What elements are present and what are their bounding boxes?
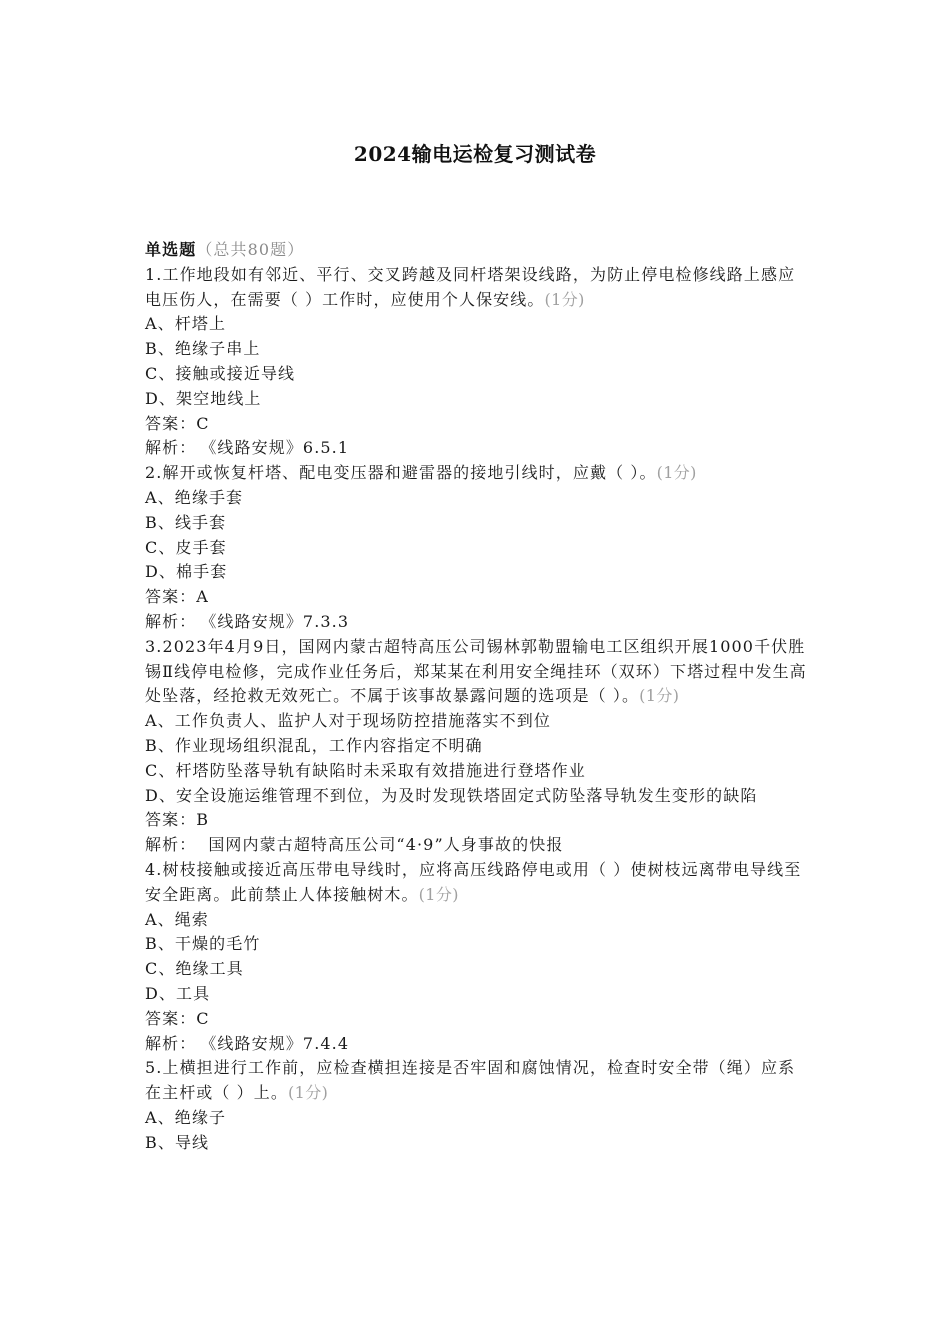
option-b: B、作业现场组织混乱，工作内容指定不明确 [145,735,483,755]
analysis [145,833,810,858]
option-d: D、棉手套 [145,562,228,582]
analysis [145,1032,810,1057]
analysis-label: 解析： [145,611,197,631]
option-b: B、绝缘子串上 [145,339,261,359]
option-a: A、绝缘子 [145,1107,227,1127]
option-c: C、杆塔防坠落导轨有缺陷时未采取有效措施进行登塔作业 [145,760,586,780]
analysis-label: 解析： [145,438,197,458]
answer: 答案：B [145,810,210,830]
option-a: A、绝缘手套 [145,487,244,507]
question-stem: 1.工作地段如有邻近、平行、交叉跨越及同杆塔架设线路，为防止停电检修线路上感应电压伤人，在需要（ ）工作时，应使用个人保安线。(1分) [145,264,796,309]
question-stem: 4.树枝接触或接近高压带电导线时，应将高压线路停电或用（ ）使树枝远离带电导线至安全距离。此前禁止人体接触树木。(1分) [145,859,802,904]
option-b: B、干燥的毛竹 [145,934,261,954]
answer: 答案：A [145,587,209,607]
question-score: (1分) [639,686,680,706]
option-b: B、线手套 [145,512,227,532]
analysis [145,436,810,461]
section-name: 单选题 [145,240,197,259]
analysis-text: 《线路安规》6.5.1 [208,438,350,458]
question-score: (1分) [288,1083,329,1103]
option-d: D、架空地线上 [145,388,262,408]
question-5 [145,1056,810,1155]
analysis-label: 解析： [145,835,197,855]
option-b: B、导线 [145,1132,210,1152]
question-stem: 2.解开或恢复杆塔、配电变压器和避雷器的接地引线时，应戴（ ）。(1分) [145,463,697,483]
option-c: C、接触或接近导线 [145,363,296,383]
option-d: D、工具 [145,983,211,1003]
option-c: C、绝缘工具 [145,959,244,979]
question-stem: 5.上横担进行工作前，应检查横担连接是否牢固和腐蚀情况，检查时安全带（绳）应系在主杆或（ ）上。(1分) [145,1058,796,1103]
question-stem: 3.2023年4月9日，国网内蒙古超特高压公司锡林郭勒盟输电工区组织开展1000千伏胜锡Ⅱ线停电检修，完成作业任务后，郑某某在利用安全绳挂环（双环）下塔过程中发生高处坠落，经抢救无效死亡。不属于该事故暴露问题的选项是（ ）。(1分) [145,636,807,706]
option-d: D、安全设施运维管理不到位，为及时发现铁塔固定式防坠落导轨发生变形的缺陷 [145,785,758,805]
document-content [145,238,810,1155]
option-a: A、绳索 [145,909,209,929]
analysis-text: 《线路安规》7.4.4 [208,1033,350,1053]
document-title: 2024输电运检复习测试卷 [353,142,597,166]
question-score: (1分) [418,884,459,904]
question-1 [145,263,810,461]
analysis [145,610,810,635]
question-score: (1分) [656,463,697,483]
question-2 [145,461,810,635]
section-count: （总共80题） [196,240,305,259]
analysis-label: 解析： [145,1033,197,1053]
question-4 [145,858,810,1056]
answer: 答案：C [145,1008,210,1028]
option-c: C、皮手套 [145,537,227,557]
analysis-text: 国网内蒙古超特高压公司“4·9”人身事故的快报 [208,835,564,855]
option-a: A、工作负责人、监护人对于现场防控措施落实不到位 [145,711,551,731]
question-3 [145,635,810,858]
answer: 答案：C [145,413,210,433]
question-score: (1分) [544,289,585,309]
analysis-text: 《线路安规》7.3.3 [208,611,350,631]
section-header [145,238,810,263]
option-a: A、杆塔上 [145,314,227,334]
